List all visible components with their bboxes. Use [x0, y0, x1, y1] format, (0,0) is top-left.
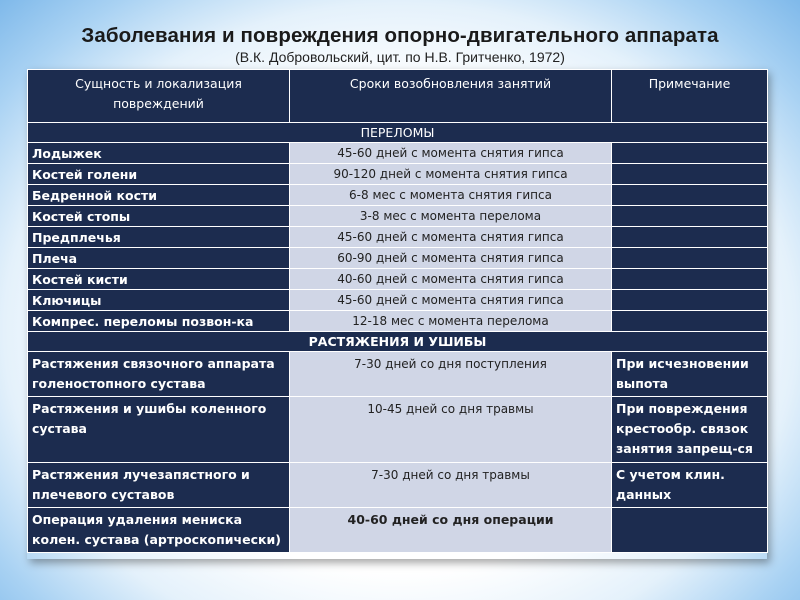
note-cell	[612, 508, 768, 553]
note-cell	[612, 290, 768, 311]
recovery-term: 7-30 дней со дня травмы	[290, 463, 612, 508]
recovery-term: 12-18 мес с момента перелома	[290, 311, 612, 332]
table-header-row	[28, 70, 768, 123]
note-cell	[612, 248, 768, 269]
recovery-term: 45-60 дней с момента снятия гипса	[290, 227, 612, 248]
recovery-term: 45-60 дней с момента снятия гипса	[290, 143, 612, 164]
recovery-term: 45-60 дней с момента снятия гипса	[290, 290, 612, 311]
note-cell	[612, 164, 768, 185]
recovery-term: 10-45 дней со дня травмы	[290, 397, 612, 463]
table-row	[28, 227, 768, 248]
injury-name: Растяжения и ушибы коленного сустава	[28, 397, 290, 463]
table-row	[28, 290, 768, 311]
section-row-sprains	[28, 332, 768, 352]
table-row	[28, 508, 768, 553]
note-cell: С учетом клин. данных	[612, 463, 768, 508]
recovery-table	[27, 69, 767, 559]
recovery-term: 40-60 дней со дня операции	[290, 508, 612, 553]
table-row	[28, 185, 768, 206]
injury-name: Операция удаления мениска колен. сустава (артроскопически)	[28, 508, 290, 553]
note-cell: При исчезновении выпота	[612, 352, 768, 397]
page-subtitle: (В.К. Добровольский, цит. по Н.В. Гритченко, 1972)	[235, 49, 565, 65]
table-row	[28, 397, 768, 463]
recovery-term: 6-8 мес с момента снятия гипса	[290, 185, 612, 206]
injury-name: Растяжения связочного аппарата голеностопного сустава	[28, 352, 290, 397]
injury-name: Костей голени	[28, 164, 290, 185]
section-title: РАСТЯЖЕНИЯ И УШИБЫ	[28, 332, 768, 352]
table-row	[28, 248, 768, 269]
recovery-term: 3-8 мес с момента перелома	[290, 206, 612, 227]
table-row	[28, 311, 768, 332]
note-cell	[612, 311, 768, 332]
table-row	[28, 463, 768, 508]
section-title: ПЕРЕЛОМЫ	[28, 123, 768, 143]
header-terms: Сроки возобновления занятий	[290, 70, 612, 123]
table-row	[28, 352, 768, 397]
injury-name: Предплечья	[28, 227, 290, 248]
note-cell	[612, 206, 768, 227]
injury-name: Компрес. переломы позвон-ка	[28, 311, 290, 332]
note-cell	[612, 185, 768, 206]
note-cell: При повреждения крестообр. связок занятия запрещ-ся	[612, 397, 768, 463]
table-row	[28, 269, 768, 290]
note-cell	[612, 269, 768, 290]
header-injury: Сущность и локализация повреждений	[28, 70, 290, 123]
recovery-term: 90-120 дней с момента снятия гипса	[290, 164, 612, 185]
injury-name: Плеча	[28, 248, 290, 269]
recovery-term: 7-30 дней со дня поступления	[290, 352, 612, 397]
injury-name: Ключицы	[28, 290, 290, 311]
table-row	[28, 143, 768, 164]
note-cell	[612, 227, 768, 248]
table-row	[28, 206, 768, 227]
injury-name: Лодыжек	[28, 143, 290, 164]
injury-name: Костей кисти	[28, 269, 290, 290]
injury-name: Костей стопы	[28, 206, 290, 227]
recovery-term: 40-60 дней с момента снятия гипса	[290, 269, 612, 290]
note-cell	[612, 143, 768, 164]
page-title: Заболевания и повреждения опорно-двигательного аппарата	[81, 24, 719, 47]
recovery-term: 60-90 дней с момента снятия гипса	[290, 248, 612, 269]
table-row	[28, 164, 768, 185]
header-note: Примечание	[612, 70, 768, 123]
injury-name: Растяжения лучезапястного и плечевого суставов	[28, 463, 290, 508]
injury-name: Бедренной кости	[28, 185, 290, 206]
section-row-fractures	[28, 123, 768, 143]
